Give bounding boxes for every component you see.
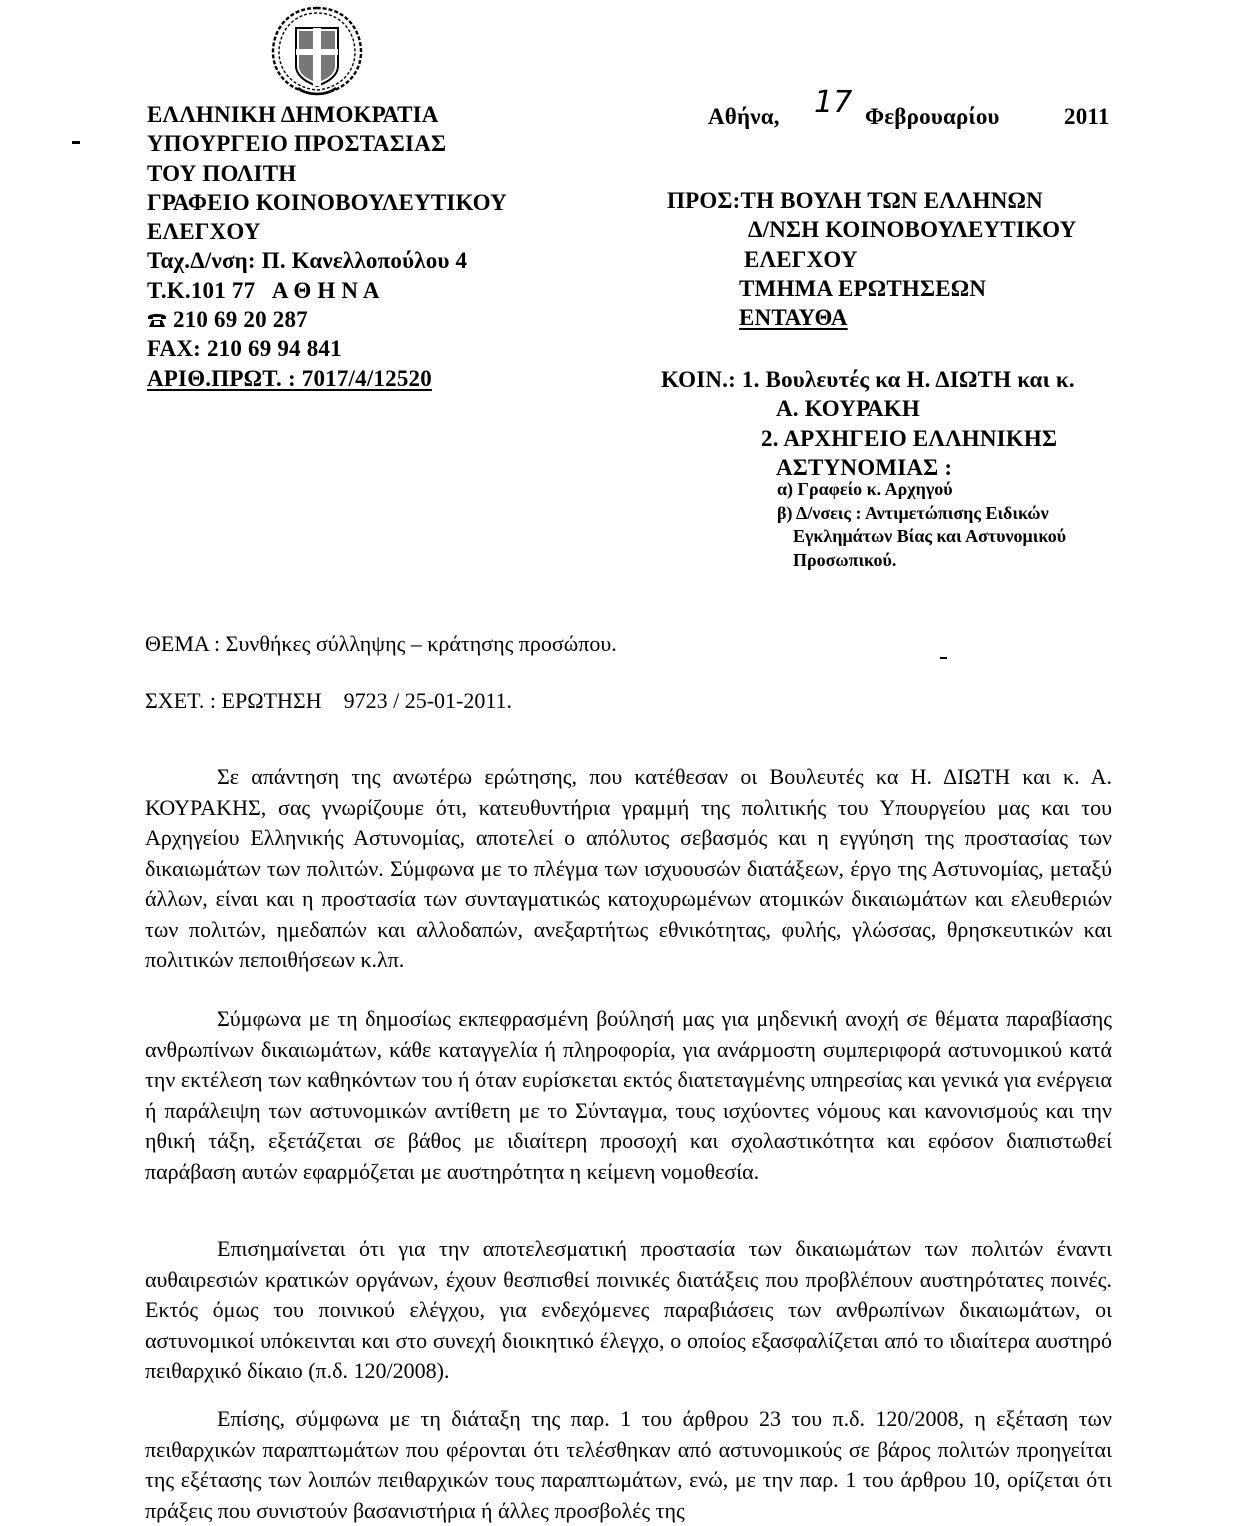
reference-line: ΣΧΕΤ. : ΕΡΩΤΗΣΗ 9723 / 25-01-2011. <box>145 688 513 713</box>
body-paragraph: Επισημαίνεται ότι για την αποτελεσματική προστασία των δικαιωμάτων των πολιτών έναντι αυθαιρεσιών κρατικών οργάνων, έχουν θεσπισθεί ποινικές διατάξεις που προβλέπουν αυστηρότατες ποινές. Εκτός όμως του ποινικού ελέγχου, για ενδεχόμενες παραβιάσεις των ανθρωπίνων δικαιωμάτων, οι αστυνομικοί υπόκεινται και στο συνεχή διοικητικό έλεγχο, ο οποίος εξασφαλίζεται από το ιδιαίτερα αυστηρό πειθαρχικό δίκαιο (π.δ. 120/2008). <box>145 1236 1112 1383</box>
date-day-handwritten: 17 <box>814 85 853 120</box>
scan-mark <box>72 141 80 144</box>
greek-coat-of-arms-icon <box>268 4 366 98</box>
date-month: Φεβρουαρίου <box>865 104 1000 129</box>
body-paragraph: Σε απάντηση της ανωτέρω ερώτησης, που κατέθεσαν οι Βουλευτές κα Η. ΔΙΩΤΗ και κ. Α. ΚΟΥΡΑΚΗΣ, σας γνωρίζουμε ότι, κατευθυντήρια γραμμή της πολιτικής του Υπουργείου μας και του Αρχηγείου Ελληνικής Αστυνομίας, αποτελεί ο απόλυτος σεβασμός και η εγγύηση της προστασίας των δικαιωμάτων των πολιτών. Σύμφωνα με το πλέγμα των ισχυουσών διατάξεων, έργο της Αστυνομίας, μεταξύ άλλων, είναι και η προστασία των συνταγματικώς κατοχυρωμένων ατομικών δικαιωμάτων και ελευθεριών των πολιτών, ημεδαπών και αλλοδαπών, ανεξαρτήτως εθνικότητας, φυλής, γλώσσας, θρησκευτικών και πολιτικών πεποιθήσεων κ.λπ. <box>145 764 1112 972</box>
postal-code-city: Τ.Κ.101 77 Α Θ Η Ν Α <box>147 277 380 303</box>
recipient-block <box>667 186 1076 332</box>
protocol-number: ΑΡΙΘ.ΠΡΩΤ. : 7017/4/12520 <box>147 365 432 391</box>
phone-line <box>147 305 507 334</box>
subject-line: ΘΕΜΑ : Συνθήκες σύλληψης – κράτησης προσώπου. <box>145 631 617 656</box>
cc-label: ΚΟΙΝ.: <box>661 367 736 392</box>
body-paragraph: Επίσης, σύμφωνα με τη διάταξη της παρ. 1 του άρθρου 23 του π.δ. 120/2008, η εξέταση των πειθαρχικών παραπτωμάτων που φέρονται ότι τελέσθηκαν από αστυνομικούς σε βάρος πολιτών προηγείται της εξέτασης των λοιπών πειθαρχικών τους παραπτωμάτων, ενώ, με την παρ. 1 του άρθρου 10, ορίζεται ότι πράξεις που συνιστούν βασανιστήρια ή άλλες προσβολές της <box>145 1406 1112 1523</box>
letterhead-line: ΕΛΛΗΝΙΚΗ ΔΗΜΟΚΡΑΤΙΑ <box>147 102 439 127</box>
letterhead-line: ΓΡΑΦΕΙΟ ΚΟΙΝΟΒΟΥΛΕΥΤΙΚΟΥ <box>147 189 507 215</box>
recipient-line: ΕΛΕΓΧΟΥ <box>744 246 858 272</box>
postal-address: Ταχ.Δ/νση: Π. Κανελλοπούλου 4 <box>147 248 468 274</box>
telephone-icon <box>147 306 167 322</box>
recipient-line: ΤΗ ΒΟΥΛΗ ΤΩΝ ΕΛΛΗΝΩΝ <box>740 188 1043 213</box>
cc-item-cont: Α. ΚΟΥΡΑΚΗ <box>776 396 920 422</box>
cc-subitem-cont: Εγκλημάτων Βίας και Αστυνομικού <box>793 526 1067 546</box>
cc-item: 1. Βουλευτές κα Η. ΔΙΩΤΗ και κ. <box>741 367 1075 392</box>
recipient-label: ΠΡΟΣ: <box>667 188 741 213</box>
recipient-line: ΤΜΗΜΑ ΕΡΩΤΗΣΕΩΝ <box>739 275 987 301</box>
date-line <box>708 85 1118 131</box>
letterhead <box>147 100 507 393</box>
cc-subitem-cont: Προσωπικού. <box>793 549 897 570</box>
cc-block <box>661 365 1075 482</box>
phone-number: 210 69 20 287 <box>173 307 308 333</box>
cc-item: 2. ΑΡΧΗΓΕΙΟ ΕΛΛΗΝΙΚΗΣ <box>761 425 1058 451</box>
cc-item-cont: ΑΣΤΥΝΟΜΙΑΣ : <box>776 454 953 480</box>
cc-subitem: α) Γραφείο κ. Αρχηγού <box>777 479 953 499</box>
scan-mark <box>940 657 947 659</box>
fax-number: FAX: 210 69 94 841 <box>147 336 342 362</box>
cc-subitems <box>777 478 1066 572</box>
letterhead-line: ΥΠΟΥΡΓΕΙΟ ΠΡΟΣΤΑΣΙΑΣ <box>147 131 447 157</box>
recipient-location: ΕΝΤΑΥΘΑ <box>739 305 848 331</box>
date-city: Αθήνα, <box>708 104 780 129</box>
cc-subitem: β) Δ/νσεις : Αντιμετώπισης Ειδικών <box>777 502 1049 523</box>
date-year: 2011 <box>1064 104 1110 129</box>
letterhead-line: ΕΛΕΓΧΟΥ <box>147 219 261 245</box>
recipient-line: Δ/ΝΣΗ ΚΟΙΝΟΒΟΥΛΕΥΤΙΚΟΥ <box>748 217 1077 243</box>
letterhead-line: ΤΟΥ ΠΟΛΙΤΗ <box>147 160 297 186</box>
body-paragraph: Σύμφωνα με τη δημοσίως εκπεφρασμένη βούλησή μας για μηδενική ανοχή σε θέματα παραβίασης ανθρωπίνων δικαιωμάτων, κάθε καταγγελία ή πληροφορία, για ανάρμοστη συμπεριφορά αστυνομικού κατά την εκτέλεση των καθηκόντων του ή όταν ευρίσκεται εκτός διατεταγμένης υπηρεσίας και γενικά για ενέργεια ή παράλειψη των αστυνομικών αντίθετη με το Σύνταγμα, τους ισχύοντες νόμους και κανονισμούς και την ηθική τάξη, εξετάζεται σε βάθος με ιδιαίτερη προσοχή και σχολαστικότητα και εφόσον διαπιστωθεί παράβαση αυτών εφαρμόζεται με αυστηρότητα η κείμενη νομοθεσία. <box>145 1006 1112 1184</box>
